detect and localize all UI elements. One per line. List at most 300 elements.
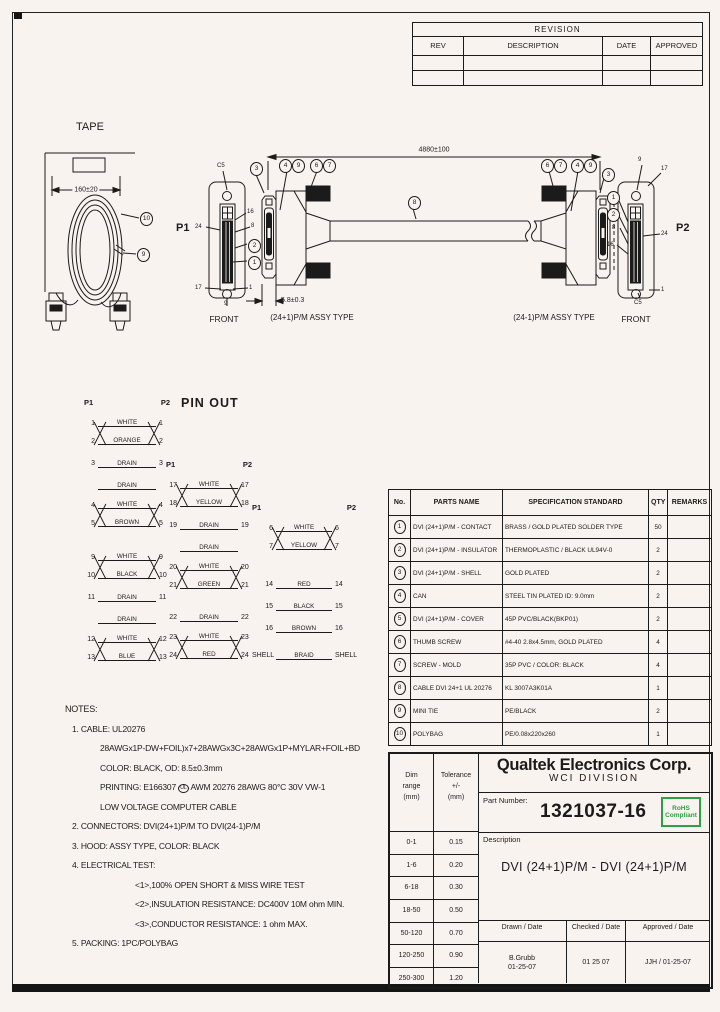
assy-type-right-label: (24-1)P/M ASSY TYPE — [513, 313, 595, 322]
twist-mark — [176, 635, 188, 661]
wire — [98, 482, 156, 490]
pin-label-1: 1 — [661, 287, 665, 293]
pin-number: 24 — [241, 652, 249, 659]
tolerance-value: 0.20 — [449, 861, 463, 869]
part-remarks-cell — [668, 539, 712, 562]
parts-table — [388, 489, 712, 746]
pinout-p1-header: P1 — [252, 503, 262, 512]
pinout-p2-header: P2 — [346, 503, 356, 512]
wire-color-label: ORANGE — [113, 437, 141, 444]
note-line: LOW VOLTAGE COMPUTER CABLE — [100, 801, 237, 812]
pin-number: 1 — [91, 420, 95, 427]
parts-row — [389, 677, 712, 700]
pin-label-C5: C5 — [217, 163, 225, 169]
face-dimension-text: 5.8±0.3 — [281, 297, 305, 304]
twist-mark — [176, 483, 188, 509]
callout-6: 6 — [541, 159, 554, 173]
pinout-column-3 — [252, 503, 356, 665]
pinout-single-row — [252, 643, 356, 665]
wire — [98, 616, 156, 624]
pin-number: 5 — [91, 520, 95, 527]
wire-color-label: WHITE — [116, 501, 138, 508]
part-number-circle: 10 — [394, 727, 406, 741]
callout-4: 4 — [279, 159, 292, 173]
front-label-right: FRONT — [621, 314, 651, 324]
pinout-pair-row — [84, 495, 170, 533]
wire — [276, 581, 332, 589]
rohs-badge — [661, 797, 701, 827]
twist-mark — [230, 565, 242, 591]
dim-range-value: 250-300 — [390, 968, 434, 990]
part-qty-cell: 4 — [649, 631, 668, 654]
wire — [276, 652, 332, 660]
pin-label-9: 9 — [224, 301, 228, 307]
twist-mark — [94, 503, 106, 529]
part-remarks-cell — [668, 654, 712, 677]
parts-row — [389, 585, 712, 608]
wire-color-label: RED — [297, 581, 311, 588]
part-qty-cell: 4 — [649, 654, 668, 677]
description-box — [478, 832, 710, 921]
pin-label-24: 24 — [661, 231, 668, 237]
part-remarks-cell — [668, 700, 712, 723]
pin-number: 7 — [269, 543, 273, 550]
part-name-cell: DVI (24+1)P/M - SHELL — [411, 562, 503, 585]
pinout-pair-row — [84, 547, 170, 585]
wire-color-label: WHITE — [116, 635, 138, 642]
note-line-printing — [62, 778, 402, 798]
note-line: 1. CABLE: UL20276 — [72, 723, 146, 734]
part-number-circle: 6 — [394, 635, 406, 649]
twist-mark — [272, 526, 284, 552]
parts-row — [389, 516, 712, 539]
tape-label: TAPE — [76, 121, 104, 133]
twist-mark — [148, 637, 160, 663]
drawn-column — [478, 920, 567, 983]
pin-label-24: 24 — [195, 224, 202, 230]
wire-color-label: DRAIN — [117, 482, 137, 489]
pinout-single-row — [84, 607, 170, 629]
pin-label-16: 16 — [247, 209, 254, 215]
tolerance-header-cell: Tolerance +/- (mm) — [440, 772, 472, 801]
pinout-title: PIN OUT — [181, 396, 239, 410]
pin-number: 2 — [91, 438, 95, 445]
callout-9: 9 — [584, 159, 597, 173]
wire — [276, 603, 332, 611]
wire-color-label: YELLOW — [195, 499, 223, 506]
part-qty-cell: 1 — [649, 677, 668, 700]
part-number-circle: 1 — [394, 520, 406, 534]
pin-label-8: 8 — [612, 225, 616, 231]
part-remarks-cell — [668, 516, 712, 539]
part-spec-cell: 45P PVC/BLACK(BKP01) — [503, 608, 649, 631]
tolerance-row — [390, 945, 478, 968]
pin-number: 11 — [159, 594, 167, 601]
pin-number: 6 — [269, 525, 273, 532]
part-name-cell: CABLE DVI 24+1 UL 20276 — [411, 677, 503, 700]
wire-color-label: WHITE — [116, 553, 138, 560]
pinout-pair-row — [166, 475, 252, 513]
callout-9: 9 — [292, 159, 305, 173]
part-no-cell — [389, 539, 411, 562]
pin-number: 12 — [87, 636, 95, 643]
part-name-cell: THUMB SCREW — [411, 631, 503, 654]
pin-number: 15 — [335, 603, 343, 610]
notes-section — [62, 700, 402, 954]
pin-number: 4 — [159, 502, 163, 509]
pin-number: 19 — [169, 522, 177, 529]
pin-number: 22 — [169, 614, 177, 621]
part-remarks-cell — [668, 585, 712, 608]
coil-dimension: 160±20 — [74, 186, 98, 194]
pinout-p1-header: P1 — [166, 460, 176, 469]
pin-number: 6 — [335, 525, 339, 532]
note-line: <2>,INSULATION RESISTANCE: DC400V 10M ohm MIN. — [135, 899, 345, 909]
wire-color-label: WHITE — [198, 481, 220, 488]
length-dimension-text: 4880±100 — [418, 146, 450, 154]
wire-color-label: YELLOW — [290, 542, 318, 549]
p2-label: P2 — [676, 222, 690, 234]
pin-number: 9 — [91, 554, 95, 561]
tolerance-header — [390, 754, 478, 832]
part-spec-cell: 35P PVC / COLOR: BLACK — [503, 654, 649, 677]
approved-label: Approved / Date — [626, 920, 710, 942]
pin-number: 11 — [87, 594, 95, 601]
part-remarks-cell — [668, 631, 712, 654]
pin-number: 13 — [159, 654, 167, 661]
part-number-label: Part Number: — [483, 796, 528, 805]
wire-color-label: BLACK — [293, 603, 315, 610]
wire — [98, 594, 156, 602]
parts-header-cell: QTY — [649, 490, 668, 516]
dim-range-value: 0-1 — [390, 832, 434, 854]
pin-number: 9 — [159, 554, 163, 561]
part-qty-cell: 2 — [649, 608, 668, 631]
pin-number: 13 — [87, 654, 95, 661]
note-line: 5. PACKING: 1PC/POLYBAG — [72, 938, 179, 948]
part-name-cell: DVI (24+1)P/M - COVER — [411, 608, 503, 631]
parts-row — [389, 608, 712, 631]
part-remarks-cell — [668, 677, 712, 700]
part-spec-cell: PE/BLACK — [503, 700, 649, 723]
part-name-cell: MINI TIE — [411, 700, 503, 723]
pinout-pair-row — [252, 518, 356, 556]
twist-mark — [94, 637, 106, 663]
part-qty-cell: 2 — [649, 539, 668, 562]
twist-mark — [148, 421, 160, 447]
note-line: COLOR: BLACK, OD: 8.5±0.3mm — [100, 762, 223, 773]
part-qty-cell: 2 — [649, 562, 668, 585]
part-name-cell: DVI (24+1)P/M - CONTACT — [411, 516, 503, 539]
twist-mark — [230, 483, 242, 509]
pinout-single-row — [84, 585, 170, 607]
callout-10: 10 — [140, 212, 153, 226]
checked-label: Checked / Date — [567, 920, 625, 942]
printing-suffix: AWM 20276 28AWG 80°C 30V VW-1 — [190, 782, 326, 792]
pin-number: 7 — [335, 543, 339, 550]
pinout-p1-header: P1 — [84, 398, 94, 407]
part-no-cell — [389, 516, 411, 539]
revision-col-date: DATE — [603, 37, 651, 55]
pin-number: 17 — [169, 482, 177, 489]
part-number-row — [478, 792, 710, 833]
pin-number: 10 — [87, 572, 95, 579]
pinout-pair-row — [84, 629, 170, 667]
twist-mark — [148, 503, 160, 529]
callout-8: 8 — [408, 196, 421, 210]
tolerance-value: 0.30 — [449, 884, 463, 892]
parts-header-cell: REMARKS — [668, 490, 712, 516]
wire-color-label: BRAID — [294, 652, 314, 659]
rohs-line1: RoHS — [672, 804, 690, 812]
pin-number: 16 — [335, 625, 343, 632]
callout-1: 1 — [248, 256, 261, 270]
company-division: WCI DIVISION — [548, 773, 640, 784]
p1-label: P1 — [176, 222, 190, 234]
pinout-single-row — [166, 535, 252, 557]
callout-2: 2 — [607, 208, 620, 222]
note-line: 2. CONNECTORS: DVI(24+1)P/M TO DVI(24-1)P/M — [72, 821, 261, 831]
part-name-cell: POLYBAG — [411, 723, 503, 746]
part-number-circle: 8 — [394, 681, 406, 695]
approved-column — [626, 920, 710, 983]
pin-number: 1 — [159, 420, 163, 427]
tolerance-value: 0.90 — [449, 952, 463, 960]
dim-range-header: Dim range (mm) — [390, 754, 434, 831]
wire-color-label: RED — [202, 651, 216, 658]
pinout-single-row — [84, 451, 170, 473]
part-no-cell — [389, 631, 411, 654]
description-value: DVI (24+1)P/M - DVI (24+1)P/M — [501, 860, 687, 874]
pin-number: 10 — [159, 572, 167, 579]
pin-number: 21 — [169, 582, 177, 589]
pin-number: 17 — [241, 482, 249, 489]
part-qty-cell: 50 — [649, 516, 668, 539]
note-line: <1>,100% OPEN SHORT & MISS WIRE TEST — [135, 879, 305, 890]
note-line: 3. HOOD: ASSY TYPE, COLOR: BLACK — [72, 840, 220, 851]
callout-7: 7 — [323, 159, 336, 173]
wire-color-label: WHITE — [198, 633, 220, 640]
pinout-p2-header: P2 — [242, 460, 252, 469]
pin-number: 18 — [169, 500, 177, 507]
wire-color-label: DRAIN — [117, 616, 137, 623]
pinout-single-row — [252, 616, 356, 638]
wire-color-label: GREEN — [197, 581, 221, 588]
tolerance-value: 0.70 — [449, 929, 463, 937]
wire-color-label: BLUE — [118, 653, 136, 660]
dim-range-value: 120-250 — [390, 945, 434, 967]
part-remarks-cell — [668, 723, 712, 746]
pin-number: 3 — [159, 460, 163, 467]
part-number-value: 1321037-16 — [540, 801, 647, 822]
pin-number: 14 — [335, 581, 343, 588]
part-spec-cell: KL 3007A3K01A — [503, 677, 649, 700]
part-spec-cell: PE/0.08x220x260 — [503, 723, 649, 746]
dim-range-value: 1-6 — [390, 855, 434, 877]
pinout-single-row — [252, 572, 356, 594]
parts-header-cell: SPECIFICATION STANDARD — [503, 490, 649, 516]
pinout-single-row — [166, 605, 252, 627]
tolerance-value: 0.15 — [449, 839, 463, 846]
twist-mark — [148, 555, 160, 581]
callout-9: 9 — [137, 248, 150, 262]
part-qty-cell: 1 — [649, 723, 668, 746]
wire-color-label: BROWN — [114, 519, 140, 526]
pin-number: 2 — [159, 438, 163, 445]
part-remarks-cell — [668, 608, 712, 631]
parts-row — [389, 654, 712, 677]
pin-number: 20 — [241, 564, 249, 571]
wire-color-label: DRAIN — [199, 614, 219, 621]
pin-number: 23 — [169, 634, 177, 641]
part-spec-cell: #4-40 2.8x4.5mm, GOLD PLATED — [503, 631, 649, 654]
pin-label-16: 16 — [607, 242, 614, 248]
pin-number: 24 — [169, 652, 177, 659]
wire-color-label: DRAIN — [199, 544, 219, 551]
part-no-cell — [389, 585, 411, 608]
pinout-single-row — [252, 594, 356, 616]
part-no-cell — [389, 654, 411, 677]
pin-number: 3 — [91, 460, 95, 467]
pin-number: 14 — [265, 581, 273, 588]
callout-3: 3 — [602, 168, 615, 182]
twist-mark — [94, 555, 106, 581]
pin-number: 5 — [159, 520, 163, 527]
part-name-cell: DVI (24+1)P/M - INSULATOR — [411, 539, 503, 562]
part-qty-cell: 2 — [649, 585, 668, 608]
wire — [98, 460, 156, 468]
part-spec-cell: BRASS / GOLD PLATED SOLDER TYPE — [503, 516, 649, 539]
pinout-column-1 — [84, 398, 170, 667]
callout-6: 6 — [310, 159, 323, 173]
part-number-circle: 4 — [394, 589, 406, 603]
pin-number: 18 — [241, 500, 249, 507]
wire-color-label: DRAIN — [117, 594, 137, 601]
pin-number: 4 — [91, 502, 95, 509]
pin-label-1: 1 — [249, 285, 253, 291]
dim-range-value: 50-120 — [390, 923, 434, 945]
twist-mark — [94, 421, 106, 447]
parts-row — [389, 631, 712, 654]
pin-number: 15 — [265, 603, 273, 610]
parts-row — [389, 723, 712, 746]
pinout-single-row — [166, 513, 252, 535]
pin-number: SHELL — [252, 652, 275, 659]
pinout-column-2 — [166, 460, 252, 665]
pin-number: 12 — [159, 636, 167, 643]
tolerance-value: 1.20 — [449, 975, 463, 983]
parts-table-header — [389, 490, 712, 516]
tolerance-table — [390, 754, 479, 983]
pin-label-9: 9 — [638, 157, 642, 163]
part-spec-cell: THERMOPLASTIC / BLACK UL94V-0 — [503, 539, 649, 562]
part-remarks-cell — [668, 562, 712, 585]
assy-type-left-label: (24+1)P/M ASSY TYPE — [270, 313, 354, 322]
pinout-pair-row — [166, 627, 252, 665]
dim-range-value: 6-18 — [390, 877, 434, 899]
wire — [180, 522, 238, 530]
pinout-pair-row — [84, 413, 170, 451]
part-number-circle: 2 — [394, 543, 406, 557]
tolerance-row — [390, 877, 478, 900]
checked-value: 01 25 07 — [582, 959, 610, 966]
twist-mark — [176, 565, 188, 591]
company-name: Qualtek Electronics Corp. — [496, 755, 692, 774]
checked-column — [567, 920, 626, 983]
twist-mark — [230, 635, 242, 661]
pin-label-C5: C5 — [634, 300, 642, 306]
pin-number: 23 — [241, 634, 249, 641]
note-line: 4. ELECTRICAL TEST: — [72, 860, 156, 870]
signature-row — [478, 920, 710, 983]
pin-number: 21 — [241, 582, 249, 589]
tolerance-row — [390, 968, 478, 990]
tolerance-row — [390, 832, 478, 855]
callout-1: 1 — [607, 191, 620, 205]
wire — [276, 625, 332, 633]
pin-label-17: 17 — [661, 166, 668, 172]
tolerance-value: 0.50 — [449, 907, 463, 915]
callout-3: 3 — [250, 162, 263, 176]
revision-title: REVISION — [413, 23, 702, 37]
parts-header-cell: PARTS NAME — [411, 490, 503, 516]
wire — [180, 544, 238, 552]
pin-number: 22 — [241, 614, 249, 621]
part-name-cell: SCREW - MOLD — [411, 654, 503, 677]
parts-header-cell: No. — [389, 490, 411, 516]
front-label-left: FRONT — [209, 314, 239, 324]
pinout-p2-header: P2 — [160, 398, 170, 407]
wire-color-label: BLACK — [116, 571, 138, 578]
pin-label-17: 17 — [195, 285, 202, 291]
printing-prefix: PRINTING: E166307 — [100, 782, 176, 792]
drawn-value: B.Grubb 01-25-07 — [507, 954, 537, 971]
callout-2: 2 — [248, 239, 261, 253]
description-label: Description — [483, 835, 521, 844]
title-block — [388, 752, 713, 989]
part-number-circle: 7 — [394, 658, 406, 672]
callout-7: 7 — [554, 159, 567, 173]
pin-label-8: 8 — [251, 223, 255, 229]
wire-color-label: DRAIN — [199, 522, 219, 529]
tolerance-row — [390, 923, 478, 946]
part-number-circle: 9 — [394, 704, 406, 718]
wire-color-label: WHITE — [116, 419, 138, 426]
tolerance-row — [390, 855, 478, 878]
company-header — [478, 754, 710, 793]
drawn-label: Drawn / Date — [478, 920, 566, 942]
wire-color-label: BROWN — [291, 625, 317, 632]
twist-mark — [324, 526, 336, 552]
parts-row — [389, 539, 712, 562]
part-number-circle: 5 — [394, 612, 406, 626]
pin-number: SHELL — [335, 652, 358, 659]
parts-row — [389, 700, 712, 723]
revision-col-description: DESCRIPTION — [464, 37, 603, 55]
part-spec-cell: STEEL TIN PLATED ID: 9.0mm — [503, 585, 649, 608]
part-number-circle: 3 — [394, 566, 406, 580]
notes-title: NOTES: — [65, 704, 98, 714]
note-line: <3>,CONDUCTOR RESISTANCE: 1 ohm MAX. — [135, 918, 308, 929]
rohs-line2: Compliant — [665, 812, 697, 819]
revision-col-rev: REV — [413, 37, 464, 55]
pinout-single-row — [84, 473, 170, 495]
callout-4: 4 — [571, 159, 584, 173]
tolerance-row — [390, 900, 478, 923]
ul-mark: UL — [180, 785, 187, 791]
part-no-cell — [389, 608, 411, 631]
part-name-cell: CAN — [411, 585, 503, 608]
